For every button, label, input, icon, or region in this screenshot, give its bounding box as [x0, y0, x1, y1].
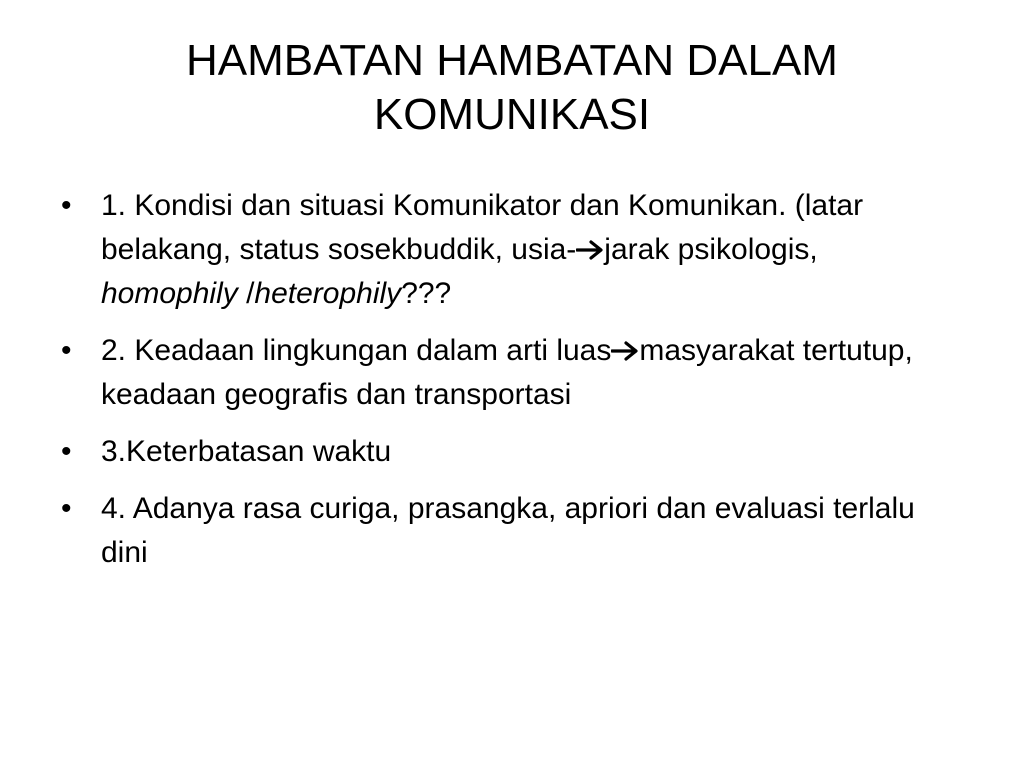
bullet-icon: •: [61, 334, 72, 367]
item-1-text-a: 1. Kondisi dan situasi Komunikator dan Komunikan. (latar belakang, status sosekbuddik, usia-: [101, 189, 864, 266]
bullet-icon: •: [61, 435, 72, 468]
item-1-text-c: /: [237, 277, 255, 310]
list-item: [52, 430, 962, 474]
arrow-right-icon: [611, 340, 639, 362]
item-1-italic-heterophily: heterophily: [254, 277, 402, 310]
title-line-1: HAMBATAN HAMBATAN DALAM: [186, 36, 838, 85]
bullet-list: [52, 184, 962, 588]
item-1-italic-homophily: homophily: [101, 277, 238, 310]
bullet-icon: •: [61, 189, 72, 222]
item-2-text-b: masyarakat tertutup, keadaan geografis dan transportasi: [101, 334, 913, 411]
slide-title: [60, 34, 964, 142]
item-1-text-b: jarak psikologis,: [604, 233, 818, 266]
list-item: [52, 329, 962, 417]
item-2-text-a: 2. Keadaan lingkungan dalam arti luas: [101, 334, 612, 367]
arrow-right-icon: [576, 239, 604, 261]
item-1-text-d: ???: [401, 277, 452, 310]
list-item: [52, 487, 962, 575]
item-4-text: 4. Adanya rasa curiga, prasangka, apriori dan evaluasi terlalu dini: [101, 492, 915, 569]
bullet-icon: •: [61, 492, 72, 525]
item-3-text: 3.Keterbatasan waktu: [101, 435, 392, 468]
title-line-2: KOMUNIKASI: [373, 90, 651, 139]
list-item: [52, 184, 962, 316]
